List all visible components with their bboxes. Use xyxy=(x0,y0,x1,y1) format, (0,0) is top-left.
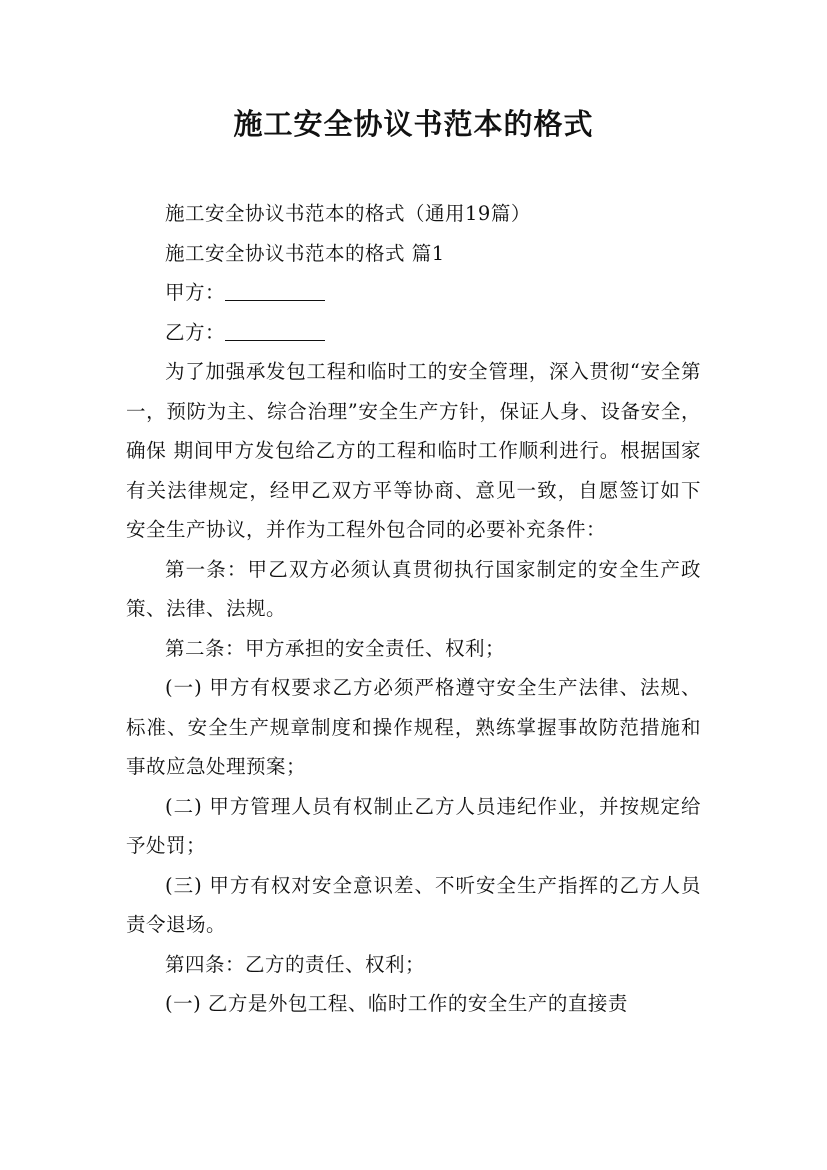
section-heading: 施工安全协议书范本的格式 篇1 xyxy=(165,241,445,265)
party-a-blank xyxy=(225,278,325,301)
article-4-paragraph: 第四条：乙方的责任、权利； xyxy=(165,952,426,976)
subtitle-paragraph: 施工安全协议书范本的格式（通用19篇） xyxy=(165,202,531,225)
party-b-label: 乙方： xyxy=(165,320,226,344)
party-b-line xyxy=(126,313,701,353)
article-1-paragraph: 第一条：甲乙双方必须认真贯彻执行国家制定的安全生产政策、法律、法规。 xyxy=(126,557,701,620)
article-2-item-3: (三) 甲方有权对安全意识差、不听安全生产指挥的乙方人员责令退场。 xyxy=(126,873,701,936)
article-4-item-1: (一) 乙方是外包工程、临时工作的安全生产的直接责 xyxy=(165,992,628,1015)
article-2-paragraph: 第二条：甲方承担的安全责任、权利； xyxy=(165,636,506,660)
preamble-paragraph: 为了加强承发包工程和临时工的安全管理，深入贯彻“安全第一，预防为主、综合治理”安全生产方针，保证人身、设备安全，确保 期间甲方发包给乙方的工程和临时工作顺利进行。根据国家有关法律规定，经甲乙双方平等协商、意见一致，自愿签订如下安全生产协议，并作为工程外包合同的必要补充条件： xyxy=(126,360,701,541)
article-2-item-1: (一) 甲方有权要求乙方必须严格遵守安全生产法律、法规、标准、安全生产规章制度和操作规程，熟练掌握事故防范措施和事故应急处理预案； xyxy=(126,676,701,778)
document-title: 施工安全协议书范本的格式 xyxy=(233,107,594,141)
document-body xyxy=(126,194,701,1024)
party-b-blank xyxy=(225,318,325,341)
article-2-item-2: (二) 甲方管理人员有权制止乙方人员违纪作业，并按规定给予处罚； xyxy=(126,794,701,857)
party-a-label: 甲方： xyxy=(165,281,226,304)
party-a-line xyxy=(126,273,701,313)
